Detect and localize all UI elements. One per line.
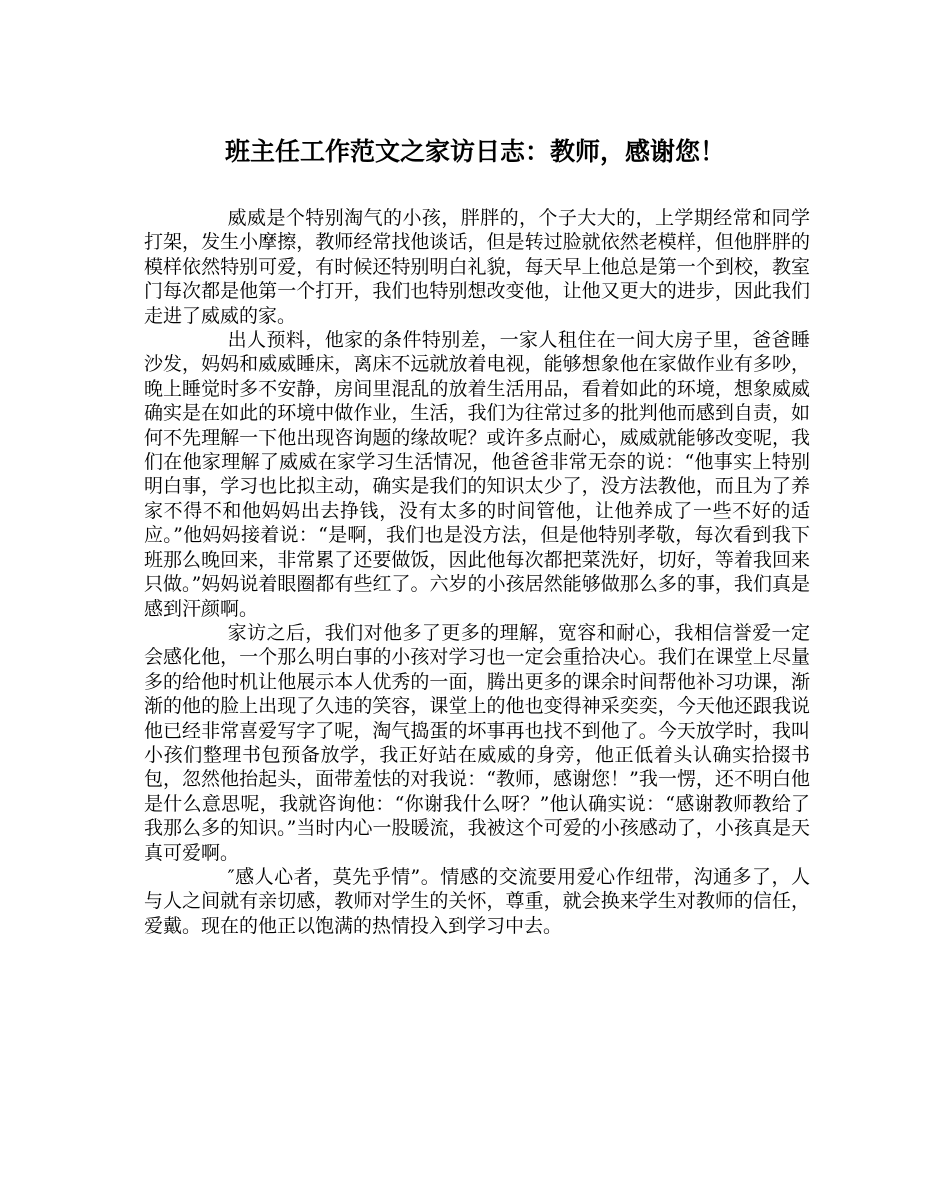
paragraph-4: ″感人心者，莫先乎情”。情感的交流要用爱心作纽带，沟通多了，人与人之间就有亲切感，教师对学生的关怀，尊重，就会换来学生对教师的信任，爱戴。现在的他正以饱满的热情投入到学习中去。 <box>144 865 810 937</box>
paragraph-1: 威威是个特别淘气的小孩，胖胖的，个子大大的，上学期经常和同学打架，发生小摩擦，教师经常找他谈话，但是转过脸就依然老模样，但他胖胖的模样依然特别可爱，有时候还特别明白礼貌，每天早上他总是第一个到校，教室门每次都是他第一个打开，我们也特别想改变他，让他又更大的进步，因此我们走进了威威的家。 <box>144 207 810 327</box>
paragraph-2: 出人预料，他家的条件特别差，一家人租住在一间大房子里，爸爸睡沙发，妈妈和威威睡床，离床不远就放着电视，能够想象他在家做作业有多吵，晚上睡觉时多不安静，房间里混乱的放着生活用品，看着如此的环境，想象威威确实是在如此的环境中做作业，生活，我们为往常过多的批判他而感到自责，如何不先理解一下他出现咨询题的缘故呢？或许多点耐心，威威就能够改变呢，我们在他家理解了威威在家学习生活情况，他爸爸非常无奈的说：“他事实上特别明白事，学习也比拟主动，确实是我们的知识太少了，没方法教他，而且为了养家不得不和他妈妈出去挣钱，没有太多的时间管他，让他养成了一些不好的适应。”他妈妈接着说：“是啊，我们也是没方法，但是他特别孝敬，每次看到我下班那么晚回来，非常累了还要做饭，因此他每次都把菜洗好，切好，等着我回来只做。”妈妈说着眼圈都有些红了。六岁的小孩居然能够做那么多的事，我们真是感到汗颜啊。 <box>144 329 810 620</box>
document-title: 班主任工作范文之家访日志：教师，感谢您！ <box>224 137 725 166</box>
document-body <box>144 206 810 938</box>
paragraph-3: 家访之后，我们对他多了更多的理解，宽容和耐心，我相信誉爱一定会感化他，一个那么明白事的小孩对学习也一定会重拾决心。我们在课堂上尽量多的给他时机让他展示本人优秀的一面，腾出更多的课余时间帮他补习功课，渐渐的他的脸上出现了久违的笑容，课堂上的他也变得神采奕奕，今天他还跟我说他已经非常喜爱写字了呢，淘气捣蛋的坏事再也找不到他了。今天放学时，我叫小孩们整理书包预备放学，我正好站在威威的身旁，他正低着头认确实拾掇书包，忽然他抬起头，面带羞怯的对我说：“教师，感谢您！”我一愣，还不明白他是什么意思呢，我就咨询他：“你谢我什么呀？”他认确实说：“感谢教师教给了我那么多的知识。”当时内心一股暖流，我被这个可爱的小孩感动了，小孩真是天真可爱啊。 <box>144 621 810 864</box>
